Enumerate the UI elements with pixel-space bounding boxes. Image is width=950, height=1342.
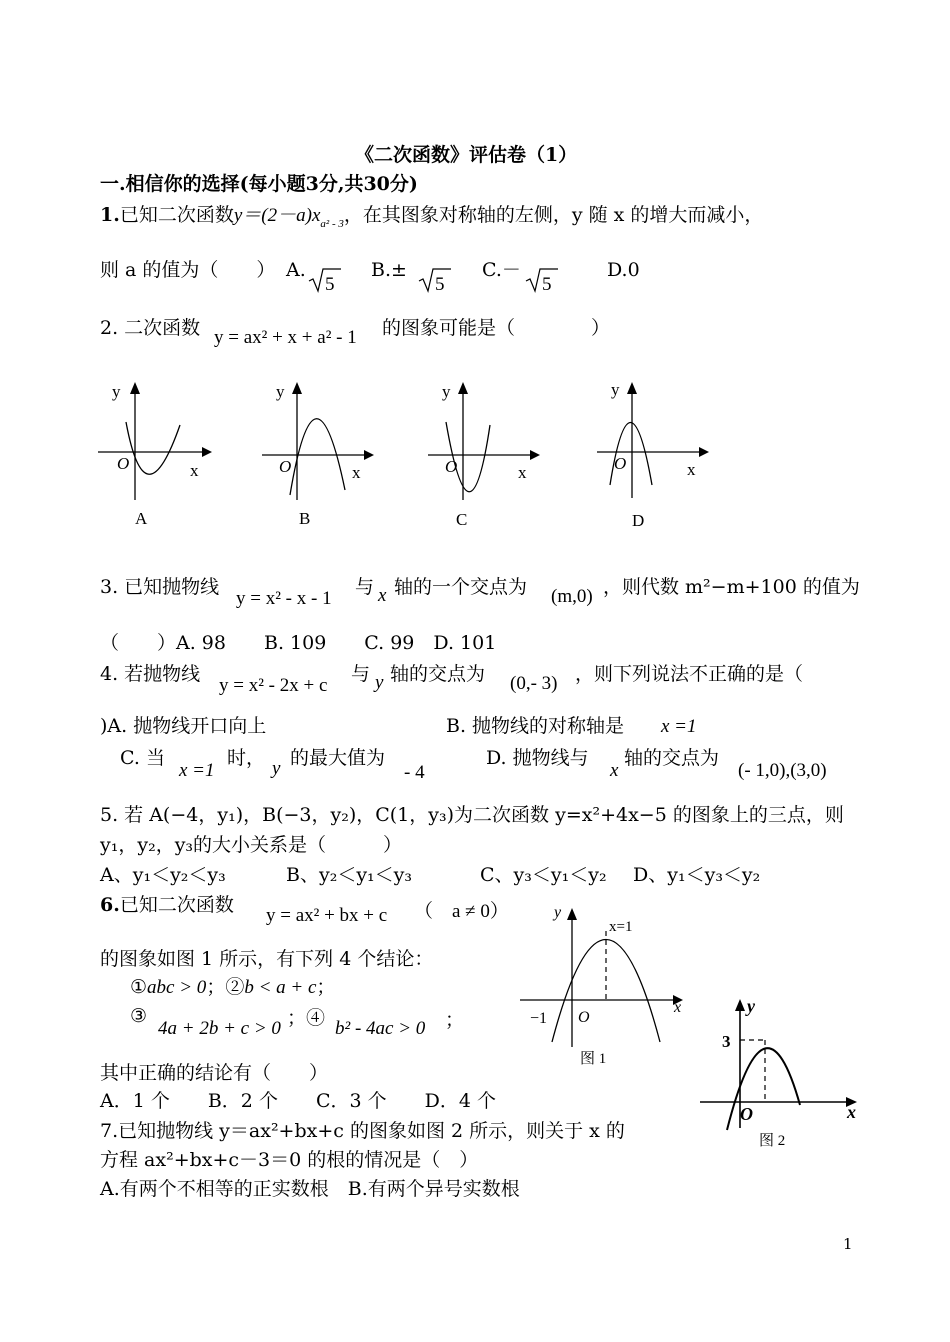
q6-stem-text: 已知二次函数 [119, 894, 234, 916]
q3-stem-d: ，则代数 m²−m+100 的值为 [603, 576, 860, 598]
figure-1 [510, 897, 690, 1077]
q6-conclusion-1 [130, 975, 335, 1000]
q1-exponent: a² - 3 [320, 218, 344, 230]
q2-stem: 2. 二次函数 [100, 317, 201, 339]
origin-label: O [578, 1009, 590, 1026]
q2-function: y = ax² + x + a² - 1 [214, 327, 357, 348]
q4-stem-c: 轴的交点为 [390, 663, 486, 685]
q3-stem-c: 轴的一个交点为 [394, 576, 528, 598]
q1-line-2: 则 a 的值为（ ） [100, 259, 276, 281]
q4-option-c-value: - 4 [404, 762, 425, 783]
q3-stem: 3. 已知抛物线 [100, 576, 220, 598]
q4-option-d-b: 轴的交点为 [624, 747, 720, 769]
sqrt-icon [308, 266, 342, 298]
axis-of-symmetry-label: x=1 [609, 919, 633, 935]
q6-conclusion-3-mark: ③ [130, 1005, 148, 1027]
q6-conclusion-2-math: b < a + c [244, 977, 317, 998]
graph-label: B [299, 509, 311, 528]
y-axis-label: y [554, 904, 562, 921]
q4-option-c-y: y [272, 758, 281, 779]
graph-c [428, 382, 540, 529]
q2-stem-end: 的图象可能是（ ） [382, 317, 611, 339]
q1-option-c: C.－ [482, 259, 521, 281]
q1-stem: 已知二次函数 [119, 204, 234, 226]
q6-stem [100, 893, 234, 917]
sqrt-icon [418, 266, 452, 298]
three-label: 3 [722, 1032, 731, 1051]
sqrt-icon [525, 266, 559, 298]
page-number: 1 [843, 1235, 853, 1253]
q6-number: 6. [100, 894, 120, 916]
q6-conclusion-4-mark: ；④ [287, 1007, 326, 1029]
q5-option-a: A、y₁＜y₂＜y₃ [100, 864, 226, 886]
q6-mark: ；② [206, 976, 245, 998]
y-axis-label: y [112, 382, 121, 401]
x-axis-label: x [847, 1102, 856, 1122]
q4-stem-b: 与 [351, 663, 371, 685]
x-axis-label: x [518, 463, 527, 482]
q6-ask: 其中正确的结论有（ ） [100, 1062, 329, 1084]
radicand: 5 [325, 274, 335, 294]
q5-line-1: 5. 若 A(−4，y₁)，B(−3，y₂)，C(1，y₃)为二次函数 y=x²+4x−5 的图象上的三点，则 [100, 804, 844, 826]
origin-label: O [117, 454, 130, 473]
q6-condition: （ a ≠ 0） [414, 901, 509, 922]
q4-option-c-b: 时， [227, 747, 266, 769]
q4-option-d-x: x [610, 760, 619, 781]
x-axis-label: x [352, 463, 361, 482]
figure-caption: 图 1 [580, 1051, 607, 1067]
q5-option-d: D、y₁＜y₃＜y₂ [633, 864, 761, 886]
q4-point: (0,- 3) [510, 673, 558, 694]
radicand: 5 [542, 274, 552, 294]
graph-label: C [456, 510, 468, 529]
q4-option-d: D. 抛物线与 [486, 747, 589, 769]
q4-option-c: C. 当 [120, 747, 165, 769]
q4-stem-d: ，则下列说法不正确的是（ [575, 663, 804, 685]
y-axis-label: y [611, 380, 620, 399]
radicand: 5 [435, 274, 445, 294]
q4-option-c-c: 的最大值为 [290, 747, 386, 769]
q3-x-var: x [378, 585, 387, 606]
q1-option-d: D.0 [607, 259, 640, 281]
q6-conclusion-4-math: b² - 4ac > 0 [335, 1018, 426, 1039]
q6-options: A．1 个 B．2 个 C．3 个 D．4 个 [100, 1090, 496, 1112]
q7-line-3: A.有两个不相等的正实数根 B.有两个异号实数根 [100, 1178, 520, 1200]
q5-line-2: y₁，y₂，y₃的大小关系是（ ） [100, 834, 403, 856]
q6-conclusion-1-math: abc > 0 [147, 977, 207, 998]
section-heading: 一.相信你的选择(每小题3分,共30分) [100, 173, 418, 195]
origin-label: O [279, 457, 292, 476]
origin-label: O [740, 1104, 753, 1124]
q6-function: y = ax² + bx + c [266, 905, 388, 926]
figure-caption: 图 2 [759, 1133, 786, 1149]
q1-option-b: B.± [371, 259, 407, 281]
graph-d [597, 380, 709, 530]
q7-line-2: 方程 ax²+bx+c－3＝0 的根的情况是（ ） [100, 1149, 479, 1171]
origin-label: O [445, 457, 458, 476]
q4-stem: 4. 若抛物线 [100, 663, 201, 685]
graph-label: D [632, 511, 645, 530]
q4-y-var: y [375, 672, 384, 693]
graph-a [98, 382, 212, 528]
q4-option-d-math: (- 1,0),(3,0) [738, 760, 827, 781]
q6-conclusion-3-math: 4a + 2b + c > 0 [158, 1018, 281, 1039]
figure-2 [695, 990, 870, 1155]
y-axis-label: y [442, 382, 451, 401]
graph-label: A [135, 509, 148, 528]
q7-line-1: 7.已知抛物线 y＝ax²+bx+c 的图象如图 2 所示，则关于 x 的 [100, 1120, 625, 1142]
q4-option-c-math: x =1 [179, 760, 215, 781]
q6-mark: ① [130, 976, 148, 998]
q4-option-b-math: x =1 [661, 716, 697, 737]
question-1-line-1 [100, 203, 763, 230]
x-axis-label: x [687, 460, 696, 479]
q3-stem-b: 与 [355, 576, 375, 598]
q5-option-c: C、y₃＜y₁＜y₂ [480, 864, 607, 886]
q3-options: （ ）A. 98 B. 109 C. 99 D. 101 [100, 632, 497, 654]
q1-option-a: A. [286, 259, 306, 281]
q2-graph-options [90, 370, 730, 535]
origin-label: O [614, 454, 627, 473]
q4-function: y = x² - 2x + c [219, 675, 328, 696]
q5-option-b: B、y₂＜y₁＜y₃ [286, 864, 413, 886]
q1-stem-end: ，在其图象对称轴的左侧，y 随 x 的增大而减小， [343, 204, 764, 226]
q6-mark: ； [445, 1009, 465, 1031]
q1-function: y＝(2－a)x [233, 205, 321, 226]
page-title: 《二次函数》评估卷（1） [355, 144, 578, 166]
graph-b [262, 382, 374, 528]
q3-function: y = x² - x - 1 [236, 588, 332, 609]
q4-option-a: )A. 抛物线开口向上 [100, 715, 267, 737]
y-axis-label: y [276, 382, 285, 401]
x-axis-label: x [674, 999, 682, 1016]
x-axis-label: x [190, 461, 199, 480]
q6-line-2: 的图象如图 1 所示，有下列 4 个结论： [100, 948, 434, 970]
q3-point: (m,0) [551, 586, 593, 607]
minus-one-label: −1 [530, 1010, 548, 1027]
q4-option-b: B. 抛物线的对称轴是 [446, 715, 625, 737]
q1-number: 1. [100, 204, 120, 226]
q6-mark: ； [316, 976, 336, 998]
y-axis-label: y [747, 996, 755, 1016]
